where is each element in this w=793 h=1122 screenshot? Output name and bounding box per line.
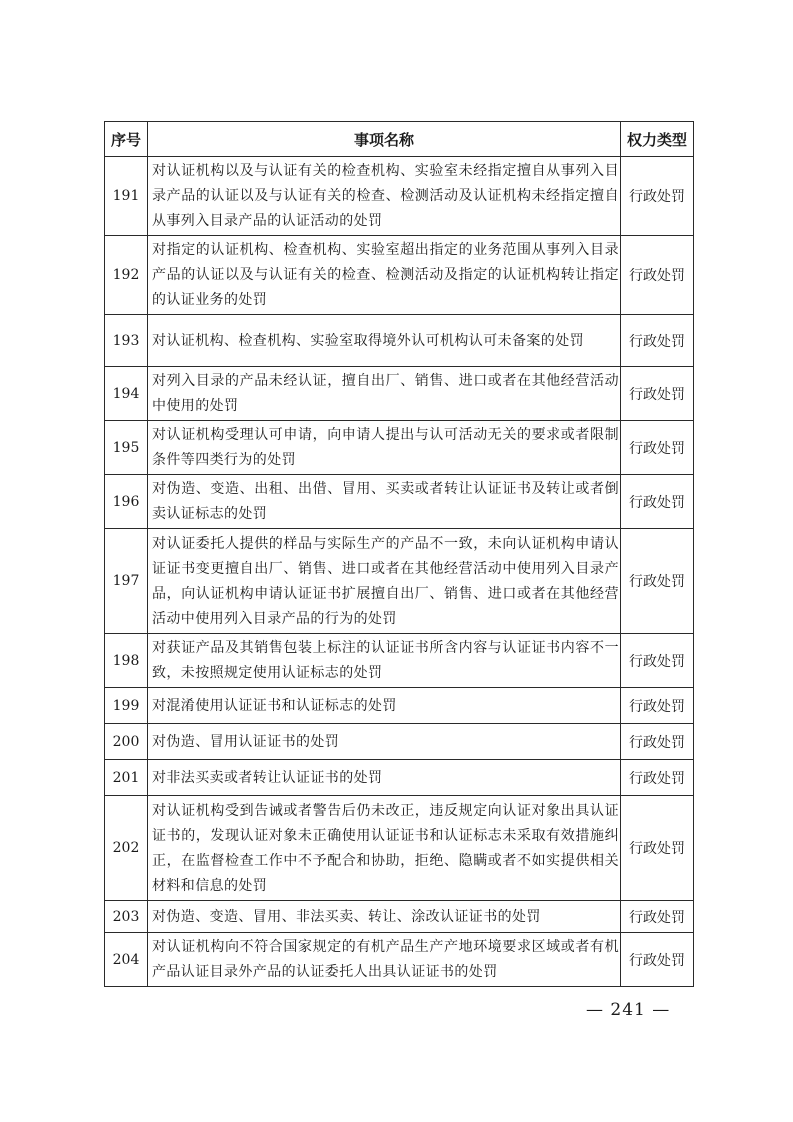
row-number: 191 — [105, 157, 148, 236]
table-row — [105, 157, 694, 236]
table-body — [105, 157, 694, 987]
row-type: 行政处罚 — [621, 475, 694, 529]
row-number: 192 — [105, 236, 148, 315]
row-type: 行政处罚 — [621, 901, 694, 933]
row-type: 行政处罚 — [621, 421, 694, 475]
row-type: 行政处罚 — [621, 315, 694, 367]
table-row — [105, 933, 694, 987]
row-name: 对认证委托人提供的样品与实际生产的产品不一致，未向认证机构申请认证证书变更擅自出厂、销售、进口或者在其他经营活动中使用列入目录产品，向认证机构申请认证证书扩展擅自出厂、销售、进口或者在其他经营活动中使用列入目录产品的行为的处罚 — [148, 529, 621, 634]
row-name: 对认证机构受理认可申请，向申请人提出与认可活动无关的要求或者限制条件等四类行为的处罚 — [148, 421, 621, 475]
row-type: 行政处罚 — [621, 236, 694, 315]
row-number: 197 — [105, 529, 148, 634]
row-number: 194 — [105, 367, 148, 421]
row-number: 193 — [105, 315, 148, 367]
table-row — [105, 315, 694, 367]
row-type: 行政处罚 — [621, 634, 694, 688]
row-type: 行政处罚 — [621, 760, 694, 796]
row-type: 行政处罚 — [621, 933, 694, 987]
header-name: 事项名称 — [148, 122, 621, 157]
row-name: 对伪造、变造、出租、出借、冒用、买卖或者转让认证证书及转让或者倒卖认证标志的处罚 — [148, 475, 621, 529]
row-number: 204 — [105, 933, 148, 987]
row-name: 对获证产品及其销售包装上标注的认证证书所含内容与认证证书内容不一致，未按照规定使用认证标志的处罚 — [148, 634, 621, 688]
row-type: 行政处罚 — [621, 724, 694, 760]
table-row — [105, 760, 694, 796]
row-number: 201 — [105, 760, 148, 796]
table-row — [105, 796, 694, 901]
row-number: 199 — [105, 688, 148, 724]
row-number: 202 — [105, 796, 148, 901]
table-header — [105, 122, 694, 157]
row-name: 对伪造、变造、冒用、非法买卖、转让、涂改认证证书的处罚 — [148, 901, 621, 933]
power-items-table — [104, 121, 694, 987]
row-number: 200 — [105, 724, 148, 760]
row-type: 行政处罚 — [621, 688, 694, 724]
table-row — [105, 475, 694, 529]
row-type: 行政处罚 — [621, 796, 694, 901]
row-type: 行政处罚 — [621, 157, 694, 236]
table-row — [105, 634, 694, 688]
table-row — [105, 724, 694, 760]
row-type: 行政处罚 — [621, 367, 694, 421]
row-number: 198 — [105, 634, 148, 688]
row-name: 对非法买卖或者转让认证证书的处罚 — [148, 760, 621, 796]
row-name: 对认证机构向不符合国家规定的有机产品生产产地环境要求区域或者有机产品认证目录外产品的认证委托人出具认证证书的处罚 — [148, 933, 621, 987]
table-row — [105, 421, 694, 475]
table-row — [105, 688, 694, 724]
row-number: 196 — [105, 475, 148, 529]
page-number: — 241 — — [586, 1000, 671, 1020]
header-number: 序号 — [105, 122, 148, 157]
row-name: 对列入目录的产品未经认证，擅自出厂、销售、进口或者在其他经营活动中使用的处罚 — [148, 367, 621, 421]
table-row — [105, 529, 694, 634]
row-number: 203 — [105, 901, 148, 933]
header-type: 权力类型 — [621, 122, 694, 157]
header-row — [105, 122, 694, 157]
row-name: 对认证机构以及与认证有关的检查机构、实验室未经指定擅自从事列入目录产品的认证以及与认证有关的检查、检测活动及认证机构未经指定擅自从事列入目录产品的认证活动的处罚 — [148, 157, 621, 236]
row-type: 行政处罚 — [621, 529, 694, 634]
row-name: 对认证机构、检查机构、实验室取得境外认可机构认可未备案的处罚 — [148, 315, 621, 367]
row-name: 对伪造、冒用认证证书的处罚 — [148, 724, 621, 760]
table-row — [105, 236, 694, 315]
row-name: 对认证机构受到告诫或者警告后仍未改正，违反规定向认证对象出具认证证书的，发现认证对象未正确使用认证证书和认证标志未采取有效措施纠正，在监督检查工作中不予配合和协助，拒绝、隐瞒或者不如实提供相关材料和信息的处罚 — [148, 796, 621, 901]
row-name: 对混淆使用认证证书和认证标志的处罚 — [148, 688, 621, 724]
row-number: 195 — [105, 421, 148, 475]
row-name: 对指定的认证机构、检查机构、实验室超出指定的业务范围从事列入目录产品的认证以及与认证有关的检查、检测活动及指定的认证机构转让指定的认证业务的处罚 — [148, 236, 621, 315]
table-row — [105, 367, 694, 421]
table-row — [105, 901, 694, 933]
